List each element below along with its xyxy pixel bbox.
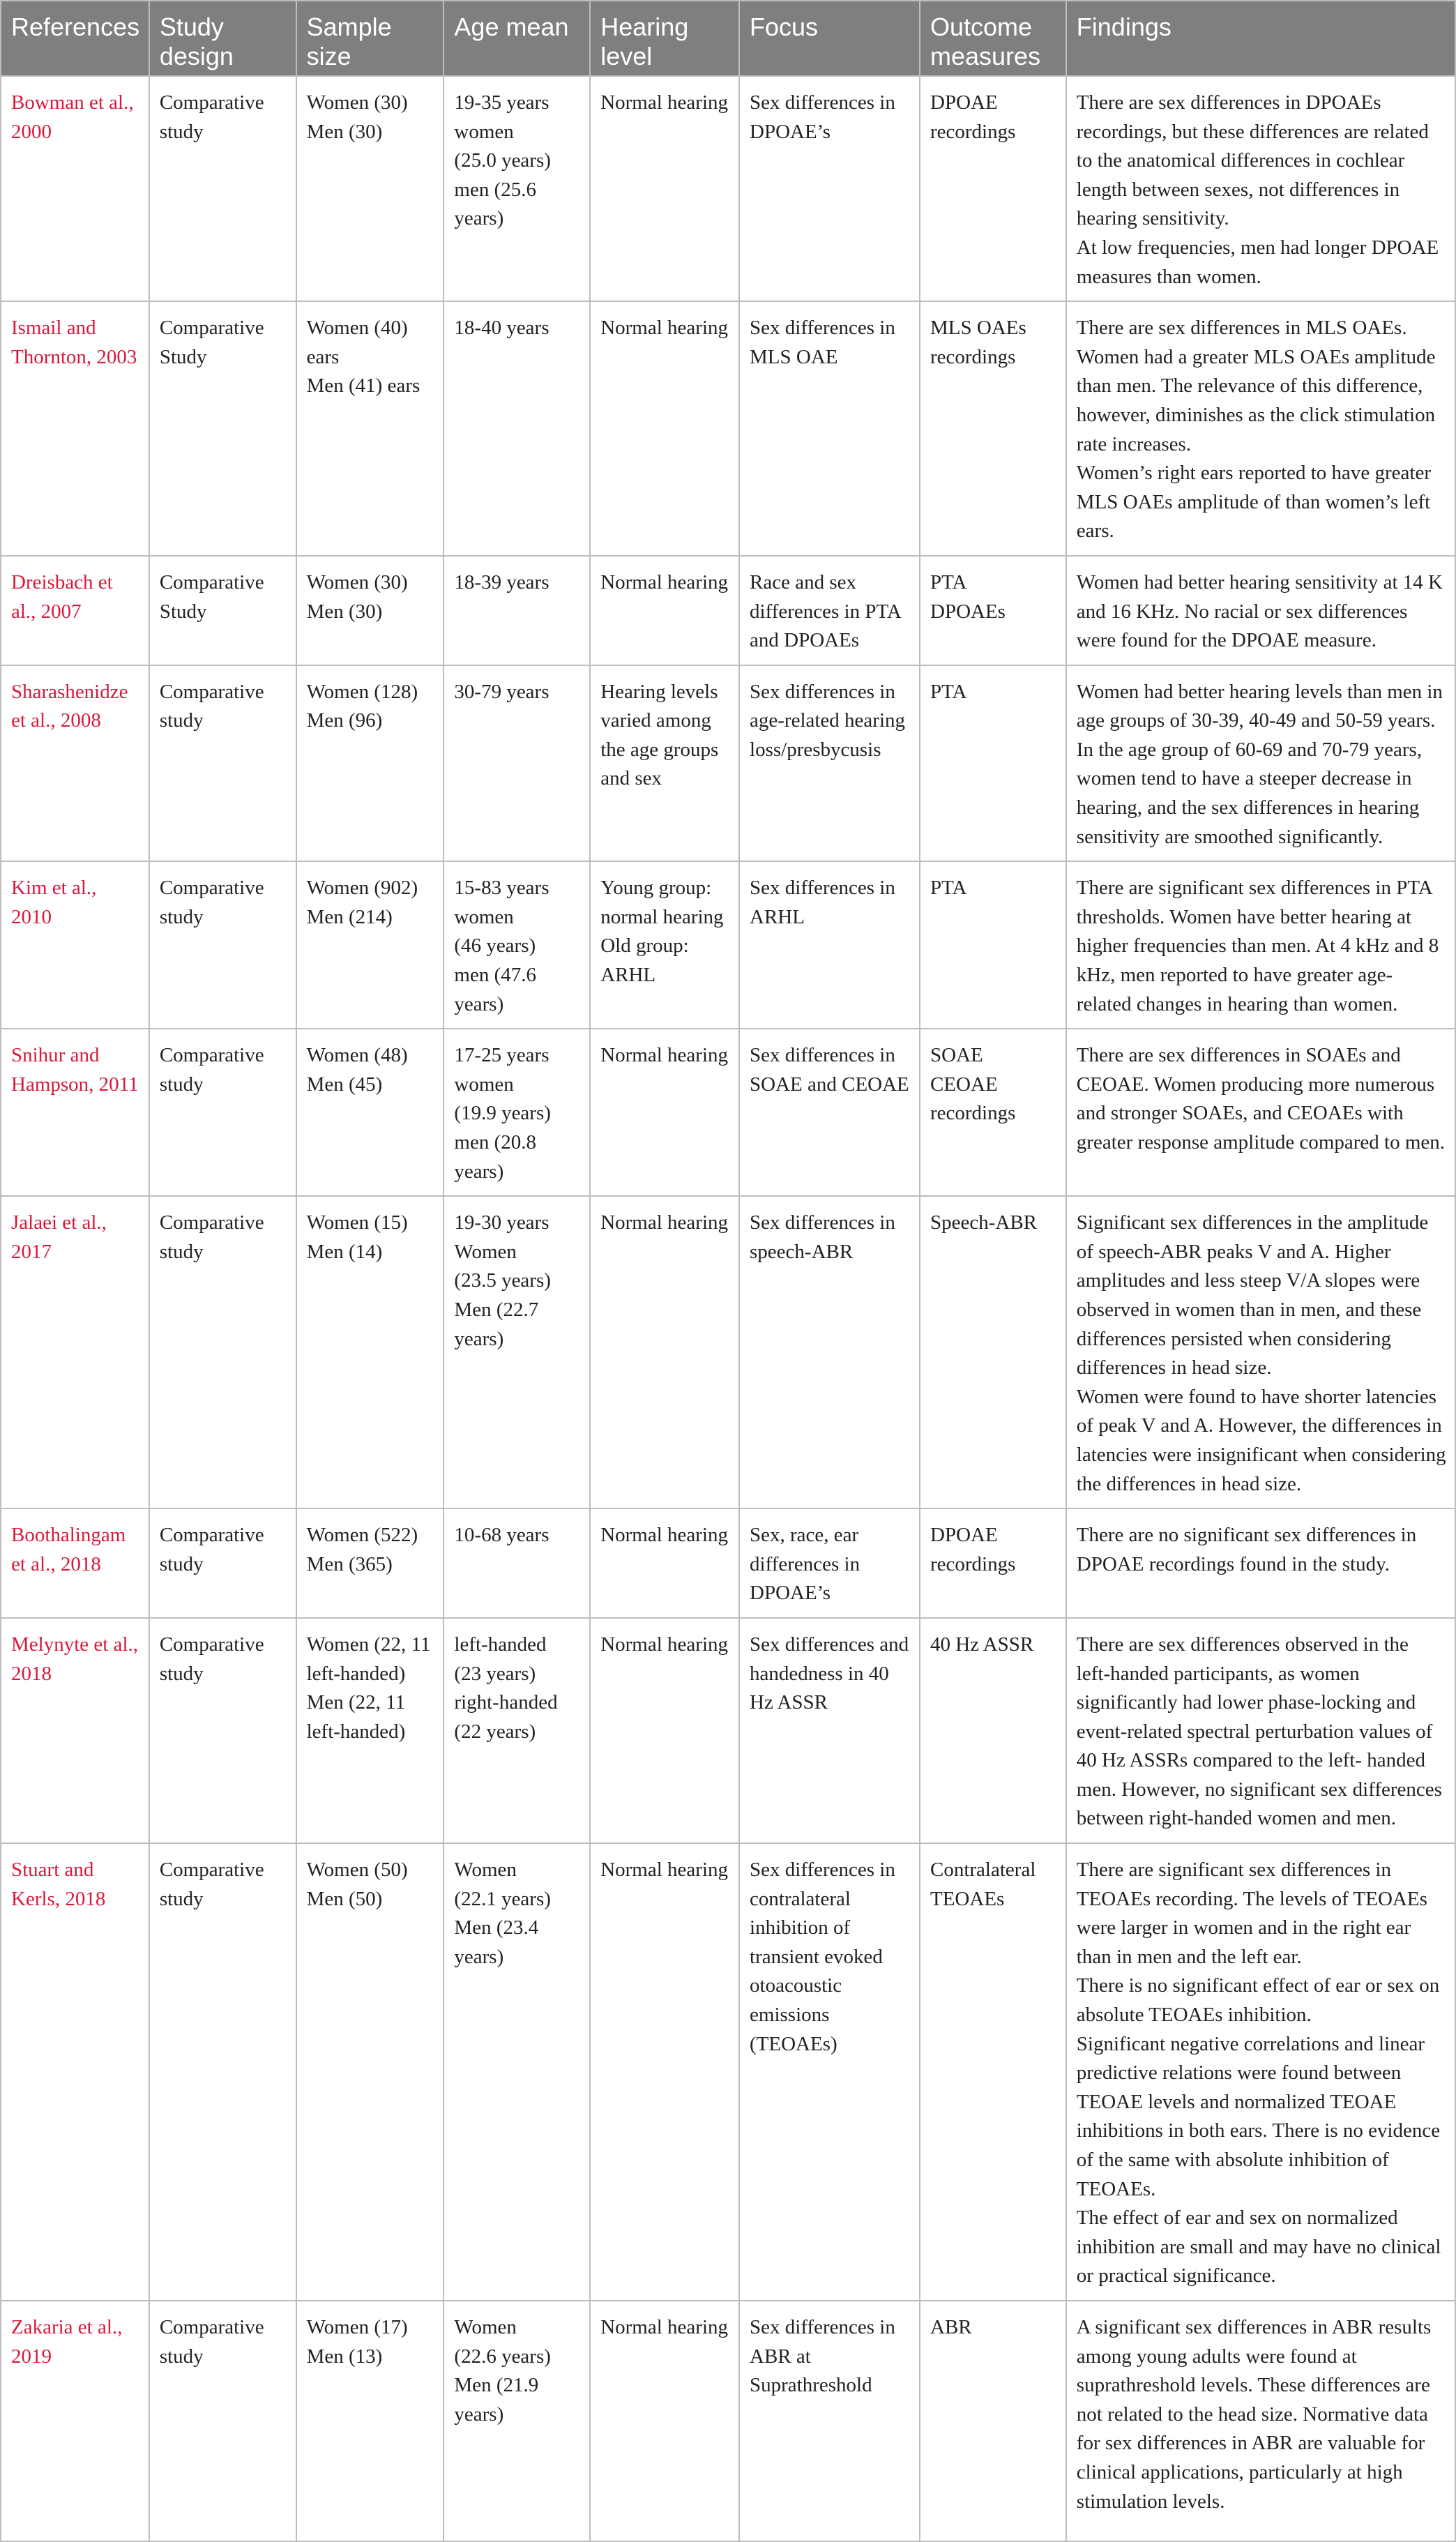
table-row	[1, 301, 1455, 556]
header-sample-size: Sample size	[296, 1, 444, 76]
hearing-level-cell: Normal hearing	[590, 76, 739, 301]
sample-size-cell: Women (15) Men (14)	[296, 1196, 444, 1508]
study-design-cell: Comparative study	[149, 1618, 296, 1843]
focus-cell: Sex differences in speech-ABR	[739, 1196, 920, 1508]
age-mean-cell: 19-35 years women (25.0 years) men (25.6 years)	[443, 76, 590, 301]
reference-link[interactable]: Melynyte et al., 2018	[1, 1618, 149, 1843]
header-age-mean: Age mean	[443, 1, 590, 76]
reference-link[interactable]: Ismail and Thornton, 2003	[1, 301, 149, 556]
study-design-cell: Comparative study	[149, 1196, 296, 1508]
sample-size-cell: Women (902) Men (214)	[296, 861, 444, 1029]
outcome-measures-cell: Speech-ABR	[920, 1196, 1066, 1508]
reference-link[interactable]: Kim et al., 2010	[1, 861, 149, 1029]
sample-size-cell: Women (50) Men (50)	[296, 1843, 444, 2301]
focus-cell: Sex differences in age-related hearing loss/presbycusis	[739, 665, 920, 862]
study-design-cell: Comparative study	[149, 1029, 296, 1196]
outcome-measures-cell: Contralateral TEOAEs	[920, 1843, 1066, 2301]
focus-cell: Sex differences in SOAE and CEOAE	[739, 1029, 920, 1196]
table-row	[1, 1196, 1455, 1508]
hearing-level-cell: Normal hearing	[590, 301, 739, 556]
findings-cell: Women had better hearing levels than men in age groups of 30-39, 40-49 and 50-59 years. In the age group of 60-69 and 70-79 years, women tend to have a steeper decrease in hearing, and the sex differences in hearing sensitivity are smoothed significantly.	[1066, 665, 1455, 862]
age-mean-cell: 18-39 years	[443, 556, 590, 665]
reference-link[interactable]: Snihur and Hampson, 2011	[1, 1029, 149, 1196]
outcome-measures-cell: MLS OAEs recordings	[920, 301, 1066, 556]
study-design-cell: Comparative study	[149, 665, 296, 862]
reference-link[interactable]: Dreisbach et al., 2007	[1, 556, 149, 665]
age-mean-cell: Women (22.1 years) Men (23.4 years)	[443, 1843, 590, 2301]
outcome-measures-cell: PTA DPOAEs	[920, 556, 1066, 665]
outcome-measures-cell: DPOAE recordings	[920, 1508, 1066, 1618]
findings-cell: A significant sex differences in ABR results among young adults were found at suprathreshold levels. These differences are not related to the head size. Normative data for sex differences in ABR are valuable for clinical applications, particularly at high stimulation levels.	[1066, 2301, 1455, 2541]
table-body	[1, 76, 1455, 2541]
focus-cell: Sex differences in DPOAE’s	[739, 76, 920, 301]
study-design-cell: Comparative study	[149, 1843, 296, 2301]
study-design-cell: Comparative study	[149, 1508, 296, 1618]
age-mean-cell: left-handed (23 years) right-handed (22 years)	[443, 1618, 590, 1843]
hearing-level-cell: Normal hearing	[590, 556, 739, 665]
focus-cell: Sex differences in ARHL	[739, 861, 920, 1029]
table-row	[1, 76, 1455, 301]
outcome-measures-cell: DPOAE recordings	[920, 76, 1066, 301]
outcome-measures-cell: 40 Hz ASSR	[920, 1618, 1066, 1843]
study-design-cell: Comparative study	[149, 2301, 296, 2541]
age-mean-cell: 10-68 years	[443, 1508, 590, 1618]
reference-link[interactable]: Jalaei et al., 2017	[1, 1196, 149, 1508]
age-mean-cell: 19-30 years Women (23.5 years) Men (22.7 years)	[443, 1196, 590, 1508]
findings-cell: There are significant sex differences in PTA thresholds. Women have better hearing at higher frequencies than men. At 4 kHz and 8 kHz, men reported to have greater age-related changes in hearing than women.	[1066, 861, 1455, 1029]
study-design-cell: Comparative study	[149, 76, 296, 301]
header-outcome-measures: Outcome measures	[920, 1, 1066, 76]
findings-cell: There are sex differences observed in the left-handed participants, as women significantly had lower phase-locking and event-related spectral perturbation values of 40 Hz ASSRs compared to the left- handed men. However, no significant sex differences between right-handed women and men.	[1066, 1618, 1455, 1843]
header-study-design: Study design	[149, 1, 296, 76]
age-mean-cell: Women (22.6 years) Men (21.9 years)	[443, 2301, 590, 2541]
outcome-measures-cell: SOAE CEOAE recordings	[920, 1029, 1066, 1196]
age-mean-cell: 17-25 years women (19.9 years) men (20.8 years)	[443, 1029, 590, 1196]
hearing-level-cell: Normal hearing	[590, 1508, 739, 1618]
focus-cell: Race and sex differences in PTA and DPOAEs	[739, 556, 920, 665]
header-row	[1, 1, 1455, 76]
sample-size-cell: Women (128) Men (96)	[296, 665, 444, 862]
table-row	[1, 1508, 1455, 1618]
sample-size-cell: Women (522) Men (365)	[296, 1508, 444, 1618]
focus-cell: Sex, race, ear differences in DPOAE’s	[739, 1508, 920, 1618]
findings-cell: There are significant sex differences in TEOAEs recording. The levels of TEOAEs were larger in women and in the right ear than in men and the left ear. There is no significant effect of ear or sex on absolute TEOAEs inhibition. Significant negative correlations and linear predictive relations were found between TEOAE levels and normalized TEOAE inhibitions in both ears. There is no evidence of the same with absolute inhibition of TEOAEs. The effect of ear and sex on normalized inhibition are small and may have no clinical or practical significance.	[1066, 1843, 1455, 2301]
age-mean-cell: 15-83 years women (46 years) men (47.6 years)	[443, 861, 590, 1029]
findings-cell: Women had better hearing sensitivity at 14 K and 16 KHz. No racial or sex differences were found for the DPOAE measure.	[1066, 556, 1455, 665]
reference-link[interactable]: Bowman et al., 2000	[1, 76, 149, 301]
study-design-cell: Comparative Study	[149, 556, 296, 665]
age-mean-cell: 30-79 years	[443, 665, 590, 862]
reference-link[interactable]: Stuart and Kerls, 2018	[1, 1843, 149, 2301]
header-references: References	[1, 1, 149, 76]
focus-cell: Sex differences and handedness in 40 Hz ASSR	[739, 1618, 920, 1843]
reference-link[interactable]: Boothalingam et al., 2018	[1, 1508, 149, 1618]
sample-size-cell: Women (40) ears Men (41) ears	[296, 301, 444, 556]
hearing-level-cell: Hearing levels varied among the age groups and sex	[590, 665, 739, 862]
table-row	[1, 556, 1455, 665]
hearing-level-cell: Normal hearing	[590, 1843, 739, 2301]
hearing-level-cell: Young group: normal hearing Old group: ARHL	[590, 861, 739, 1029]
hearing-level-cell: Normal hearing	[590, 1029, 739, 1196]
age-mean-cell: 18-40 years	[443, 301, 590, 556]
outcome-measures-cell: PTA	[920, 665, 1066, 862]
sample-size-cell: Women (30) Men (30)	[296, 76, 444, 301]
table-row	[1, 665, 1455, 862]
study-design-cell: Comparative Study	[149, 301, 296, 556]
sample-size-cell: Women (22, 11 left-handed) Men (22, 11 left-handed)	[296, 1618, 444, 1843]
table-row	[1, 861, 1455, 1029]
findings-cell: Significant sex differences in the amplitude of speech-ABR peaks V and A. Higher amplitudes and less steep V/A slopes were observed in women than in men, and these differences persisted when considering differences in head size. Women were found to have shorter latencies of peak V and A. However, the differences in latencies were insignificant when considering the differences in head size.	[1066, 1196, 1455, 1508]
table-row	[1, 2301, 1455, 2541]
reference-link[interactable]: Zakaria et al., 2019	[1, 2301, 149, 2541]
table-row	[1, 1029, 1455, 1196]
header-hearing-level: Hearing level	[590, 1, 739, 76]
study-design-cell: Comparative study	[149, 861, 296, 1029]
table-row	[1, 1618, 1455, 1843]
sample-size-cell: Women (17) Men (13)	[296, 2301, 444, 2541]
findings-cell: There are sex differences in SOAEs and CEOAE. Women producing more numerous and stronger SOAEs, and CEOAEs with greater response amplitude compared to men.	[1066, 1029, 1455, 1196]
focus-cell: Sex differences in contralateral inhibition of transient evoked otoacoustic emissions (TEOAEs)	[739, 1843, 920, 2301]
sample-size-cell: Women (48) Men (45)	[296, 1029, 444, 1196]
sample-size-cell: Women (30) Men (30)	[296, 556, 444, 665]
focus-cell: Sex differences in MLS OAE	[739, 301, 920, 556]
table-row	[1, 1843, 1455, 2301]
hearing-level-cell: Normal hearing	[590, 2301, 739, 2541]
findings-cell: There are sex differences in DPOAEs recordings, but these differences are related to the anatomical differences in cochlear length between sexes, not differences in hearing sensitivity. At low frequencies, men had longer DPOAE measures than women.	[1066, 76, 1455, 301]
findings-cell: There are sex differences in MLS OAEs. Women had a greater MLS OAEs amplitude than men. The relevance of this difference, however, diminishes as the click stimulation rate increases. Women’s right ears reported to have greater MLS OAEs amplitude of than women’s left ears.	[1066, 301, 1455, 556]
header-focus: Focus	[739, 1, 920, 76]
header-findings: Findings	[1066, 1, 1455, 76]
hearing-level-cell: Normal hearing	[590, 1618, 739, 1843]
outcome-measures-cell: ABR	[920, 2301, 1066, 2541]
outcome-measures-cell: PTA	[920, 861, 1066, 1029]
findings-cell: There are no significant sex differences in DPOAE recordings found in the study.	[1066, 1508, 1455, 1618]
reference-link[interactable]: Sharashenidze et al., 2008	[1, 665, 149, 862]
table-header	[1, 1, 1455, 76]
hearing-level-cell: Normal hearing	[590, 1196, 739, 1508]
focus-cell: Sex differences in ABR at Suprathreshold	[739, 2301, 920, 2541]
